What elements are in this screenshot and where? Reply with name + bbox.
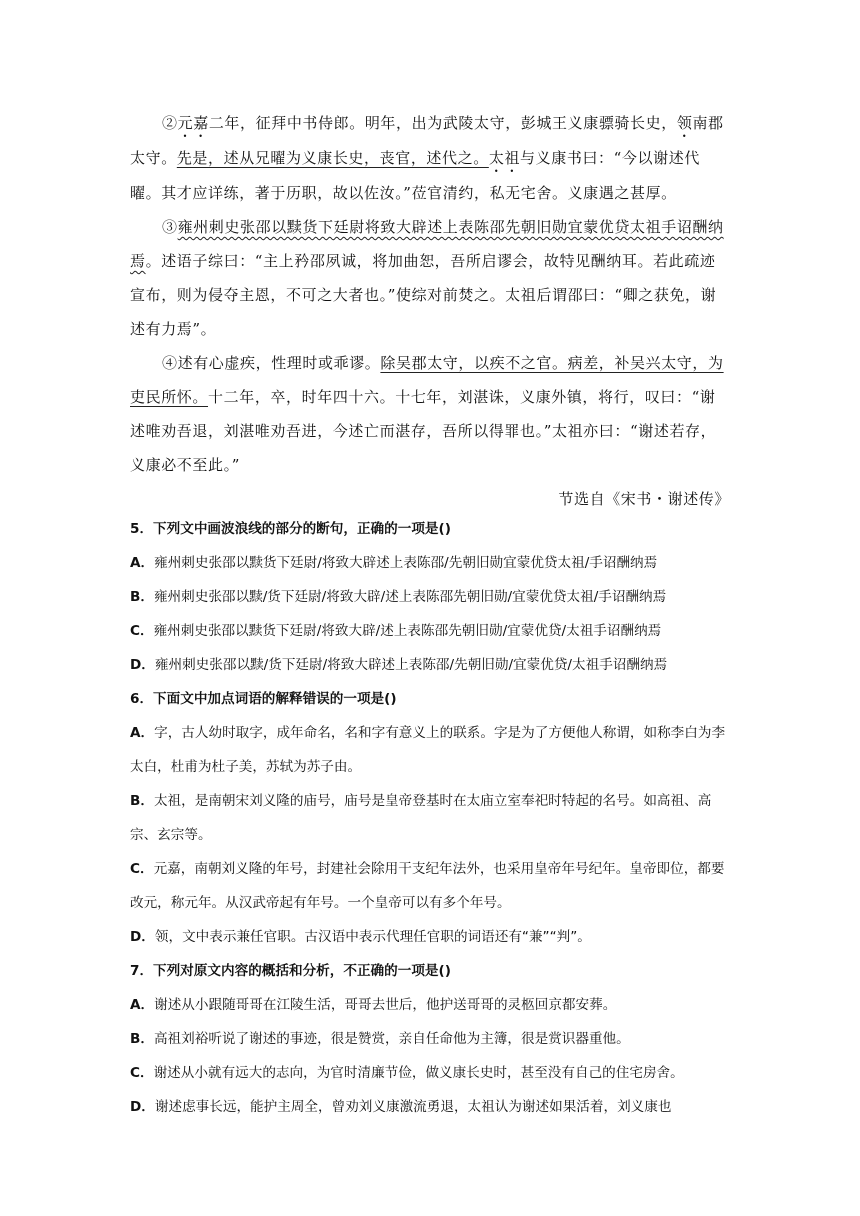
text-run: 与义康书曰：“今以谢述代曜。其才应详练，著于历职，故以佐汝。”莅官清约，私无宅舍。义康遇之甚厚。 xyxy=(130,149,700,202)
option-text: 雍州刺史张邵以黩/货下廷尉/将致大辟述上表陈邵/先朝旧勋/宜蒙优贷/太祖手诏酬纳焉 xyxy=(154,657,668,673)
option-letter: A． xyxy=(130,555,155,571)
dotted-word: 元 xyxy=(177,114,194,132)
answer-option xyxy=(130,1090,732,1124)
dotted-word: 嘉 xyxy=(193,114,209,132)
answer-option xyxy=(130,1056,732,1090)
answer-option xyxy=(130,648,732,682)
text-run: 南郡太守。 xyxy=(130,114,724,167)
option-letter: B． xyxy=(130,589,154,605)
answer-option xyxy=(130,1022,732,1056)
option-text: 太祖，是南朝宋刘义隆的庙号，庙号是皇帝登基时在太庙立室奉祀时特起的名号。如高祖、高宗、玄宗等。 xyxy=(130,793,712,843)
option-text: 雍州刺史张邵以黩货下廷尉/将致大辟述上表陈邵/先朝旧勋宜蒙优贷太祖/手诏酬纳焉 xyxy=(154,555,658,571)
option-letter: A． xyxy=(130,997,155,1013)
option-text: 元嘉，南朝刘义隆的年号，封建社会除用干支纪年法外，也采用皇帝年号纪年。皇帝即位，都要改元，称元年。从汉武帝起有年号。一个皇帝可以有多个年号。 xyxy=(130,861,725,911)
answer-option xyxy=(130,614,732,648)
answer-option xyxy=(130,546,732,580)
underlined-sentence: 除吴郡太守，以疾不之官。病差，补吴兴太守，为吏民所怀。 xyxy=(130,354,724,406)
option-letter: D． xyxy=(130,1099,155,1115)
question-list xyxy=(130,512,732,1124)
option-text: 领，文中表示兼任官职。古汉语中表示代理任官职的词语还有“兼”“判”。 xyxy=(154,929,591,945)
option-text: 谢述虑事长远，能护主周全，曾劝刘义康激流勇退，太祖认为谢述如果活着，刘义康也 xyxy=(154,1099,672,1115)
option-text: 谢述从小就有远大的志向，为官时清廉节俭，做义康长史时，甚至没有自己的住宅房舍。 xyxy=(153,1065,684,1081)
text-run: 。述语子综曰：“主上矜邵夙诚，将加曲恕，吾所启谬会，故特见酬纳耳。若此疏迹宣布，则为侵夺主恩，不可之大者也。”使综对前焚之。太祖后谓邵曰：“卿之获免，谢述有力焉”。 xyxy=(130,252,717,338)
paragraph-4 xyxy=(130,346,730,482)
option-text: 雍州刺史张邵以黩货下廷尉/将致大辟/述上表陈邵先朝旧勋/宜蒙优贷/太祖手诏酬纳焉 xyxy=(153,623,662,639)
paragraph-number: ② xyxy=(162,114,178,132)
classical-passage xyxy=(130,106,730,516)
question-stem: 7．下列对原文内容的概括和分析，不正确的一项是() xyxy=(130,963,451,979)
answer-option xyxy=(130,580,732,614)
answer-option xyxy=(130,988,732,1022)
option-letter: B． xyxy=(130,793,154,809)
question-stem: 6．下面文中加点词语的解释错误的一项是() xyxy=(130,691,397,707)
option-text: 字，古人幼时取字，成年命名，名和字有意义上的联系。字是为了方便他人称谓，如称李白为李太白，杜甫为杜子美，苏轼为苏子由。 xyxy=(130,725,726,775)
answer-option xyxy=(130,784,732,852)
dotted-word: 太 xyxy=(488,149,505,167)
option-letter: D． xyxy=(130,929,155,945)
source-citation: 节选自《宋书・谢述传》 xyxy=(558,490,730,508)
answer-option xyxy=(130,716,732,784)
answer-option xyxy=(130,920,732,954)
text-run: 十二年，卒，时年四十六。十七年，刘湛诛，义康外镇，将行，叹曰：“谢述唯劝吾退，刘湛唯劝吾进，今述亡而湛存，吾所以得罪也。”太祖亦曰：“谢述若存，义康必不至此。” xyxy=(130,388,717,474)
paragraph-number: ③ xyxy=(162,218,178,236)
text-run: 二年，征拜中书侍郎。明年，出为武陵太守，彭城王义康骠骑长史， xyxy=(208,114,677,132)
underlined-sentence: 先是，述从兄曜为义康长史，丧官，述代之。 xyxy=(176,149,489,167)
option-text: 雍州刺史张邵以黩/货下廷尉/将致大辟/述上表陈邵先朝旧勋/宜蒙优贷太祖/手诏酬纳焉 xyxy=(153,589,667,605)
text-run: ④述有心虚疾，性理时或乖谬。 xyxy=(162,354,381,372)
option-letter: C． xyxy=(130,861,154,877)
dotted-word: 领 xyxy=(676,114,693,132)
question-stem: 5．下列文中画波浪线的部分的断句，正确的一项是() xyxy=(130,521,451,537)
paragraph-2 xyxy=(130,106,730,210)
option-text: 谢述从小跟随哥哥在江陵生活，哥哥去世后，他护送哥哥的灵柩回京都安葬。 xyxy=(154,997,617,1013)
wavy-underlined-text: 雍州刺史张邵以黩货下廷尉将致大辟述上表陈邵先朝旧勋宜蒙优贷太祖手诏酬纳焉 xyxy=(130,218,724,270)
option-letter: B． xyxy=(130,1031,154,1047)
option-letter: A． xyxy=(130,725,155,741)
paragraph-3 xyxy=(130,210,730,346)
answer-option xyxy=(130,852,732,920)
option-letter: C． xyxy=(130,623,154,639)
option-letter: C． xyxy=(130,1065,154,1081)
dotted-word: 祖 xyxy=(504,149,521,167)
option-text: 高祖刘裕听说了谢述的事迹，很是赞赏，亲自任命他为主簿，很是赏识器重他。 xyxy=(153,1031,630,1047)
option-letter: D． xyxy=(130,657,155,673)
